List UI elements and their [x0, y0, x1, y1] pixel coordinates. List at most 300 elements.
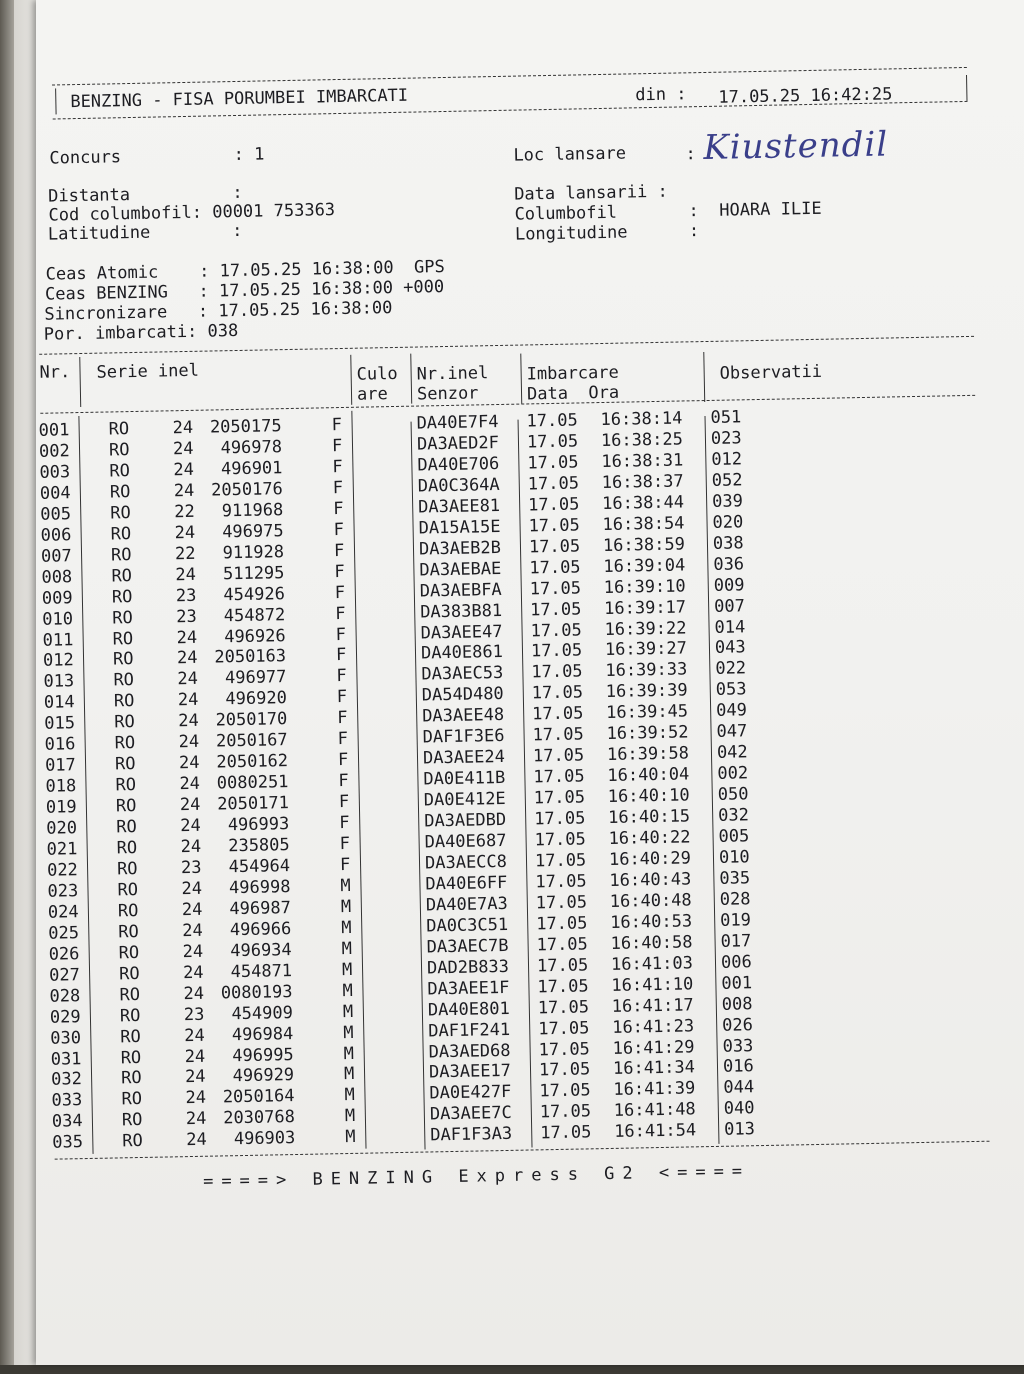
- col-sep-senzor: [520, 354, 522, 404]
- cell-sex: M: [342, 980, 353, 1001]
- cell-date: 17.05: [536, 955, 589, 977]
- cell-country: RO: [109, 481, 131, 503]
- cell-country: RO: [117, 900, 139, 922]
- cell-ring: 496920: [225, 688, 288, 710]
- cell-country: RO: [110, 502, 131, 524]
- cell-time: 16:38:14: [600, 408, 683, 431]
- cell-sex: M: [341, 917, 352, 938]
- cell-ring: 2050175: [209, 416, 282, 438]
- cell-sex: F: [332, 456, 343, 478]
- cell-date: 17.05: [527, 494, 580, 516]
- cell-date: 17.05: [531, 661, 583, 683]
- cell-sex: F: [335, 624, 347, 645]
- cell-sex: F: [331, 435, 343, 457]
- cell-nr: 018: [45, 776, 77, 797]
- cell-time: 16:41:48: [613, 1099, 696, 1122]
- cell-date: 17.05: [539, 1080, 591, 1102]
- cell-observatii: 002: [717, 763, 749, 784]
- cell-year: 22: [174, 543, 196, 564]
- cell-nr: 029: [49, 1006, 81, 1028]
- cell-country: RO: [115, 796, 137, 817]
- cell-time: 16:38:44: [601, 492, 685, 514]
- cell-time: 16:41:54: [614, 1120, 697, 1143]
- cell-ring: 2050167: [215, 730, 288, 752]
- cell-ring: 496903: [233, 1128, 296, 1150]
- cell-country: RO: [117, 879, 139, 901]
- cell-sex: F: [332, 477, 344, 499]
- cell-time: 16:39:10: [603, 576, 686, 598]
- cell-sex: M: [343, 1022, 354, 1043]
- cell-date: 17.05: [528, 515, 580, 537]
- cell-senzor: DA0C364A: [417, 474, 500, 497]
- cell-country: RO: [120, 1047, 142, 1068]
- cell-sex: M: [341, 959, 353, 980]
- cell-ring: 496984: [231, 1023, 294, 1045]
- cell-ring: 496995: [232, 1044, 294, 1066]
- cell-observatii: 033: [722, 1035, 754, 1057]
- cell-senzor: DAD2B833: [426, 956, 510, 979]
- cell-country: RO: [115, 775, 137, 796]
- cell-nr: 003: [39, 462, 71, 483]
- din-label: din :: [635, 84, 687, 106]
- cell-date: 17.05: [530, 640, 583, 662]
- cell-country: RO: [120, 1068, 142, 1089]
- cell-date: 17.05: [538, 1038, 591, 1060]
- cell-nr: 027: [48, 964, 81, 986]
- cell-year: 24: [183, 983, 205, 1004]
- cell-senzor: DA3AED2F: [416, 432, 500, 455]
- data-lansarii-line: Data lansarii :: [514, 181, 668, 205]
- cell-sex: F: [333, 498, 344, 519]
- header-right-bar: [966, 75, 967, 101]
- footer-brand: ====> BENZING Express G2 <====: [202, 1161, 751, 1192]
- cell-date: 17.05: [540, 1122, 592, 1144]
- cell-year: 24: [184, 1067, 206, 1088]
- cell-nr: 024: [47, 901, 79, 923]
- cell-observatii: 019: [720, 910, 752, 931]
- cell-ring: 454871: [230, 960, 293, 982]
- cell-nr: 032: [50, 1069, 83, 1091]
- col-sep-culoare: [410, 354, 412, 404]
- cell-year: 24: [185, 1109, 207, 1130]
- cell-observatii: 040: [723, 1098, 755, 1120]
- cell-year: 24: [178, 711, 199, 732]
- cell-date: 17.05: [529, 557, 581, 579]
- cell-ring: 496998: [228, 876, 291, 899]
- cell-country: RO: [118, 942, 140, 964]
- cell-nr: 009: [41, 587, 73, 609]
- cell-observatii: 020: [712, 512, 744, 533]
- cell-ring: 496966: [229, 918, 292, 941]
- cell-year: 24: [182, 962, 204, 983]
- cell-senzor: DA3AED68: [428, 1040, 511, 1062]
- cell-date: 17.05: [537, 996, 590, 1018]
- cell-country: RO: [108, 440, 130, 461]
- cell-date: 17.05: [527, 473, 580, 495]
- cell-sex: F: [333, 540, 345, 561]
- cell-observatii: 001: [721, 972, 753, 994]
- cell-senzor: DA40E861: [420, 642, 504, 664]
- cell-sex: F: [338, 792, 350, 813]
- loc-lansare-handwritten: Kiustendil: [702, 124, 889, 169]
- cell-year: 24: [179, 773, 201, 795]
- cell-country: RO: [114, 733, 136, 754]
- concurs-line: Concurs : 1: [49, 144, 265, 169]
- cell-nr: 020: [46, 818, 78, 839]
- cell-country: RO: [116, 838, 138, 859]
- cell-observatii: 049: [715, 700, 748, 722]
- cell-observatii: 042: [716, 742, 748, 764]
- cell-sex: F: [339, 854, 351, 876]
- cell-nr: 007: [40, 545, 72, 567]
- cell-year: 23: [175, 585, 197, 606]
- cell-time: 16:41:29: [612, 1036, 695, 1059]
- cell-observatii: 051: [710, 407, 742, 428]
- cell-country: RO: [112, 649, 134, 670]
- cell-senzor: DA3AEE81: [418, 495, 501, 518]
- cell-senzor: DA3AEE47: [420, 621, 503, 644]
- por-imbarcati-line: Por. imbarcati: 038: [43, 320, 239, 345]
- cell-date: 17.05: [536, 913, 588, 935]
- cell-country: RO: [121, 1089, 143, 1110]
- cell-observatii: 009: [713, 574, 745, 596]
- cell-country: RO: [112, 628, 134, 649]
- cell-year: 24: [177, 669, 199, 690]
- cell-senzor: DA0C3C51: [426, 914, 509, 937]
- cell-country: RO: [110, 544, 132, 566]
- cell-year: 24: [176, 648, 198, 669]
- cell-date: 17.05: [538, 1017, 590, 1039]
- cell-date: 17.05: [532, 745, 585, 767]
- cell-observatii: 043: [714, 637, 746, 659]
- cell-time: 16:40:10: [607, 785, 690, 808]
- cell-nr: 008: [41, 566, 73, 588]
- cell-date: 17.05: [528, 536, 581, 558]
- cell-country: RO: [110, 523, 132, 545]
- cell-ring: 511295: [222, 562, 285, 584]
- cell-date: 17.05: [526, 410, 578, 432]
- cell-year: 24: [184, 1025, 205, 1046]
- cell-year: 24: [185, 1088, 207, 1109]
- cell-year: 24: [177, 690, 199, 711]
- cell-sex: F: [331, 415, 343, 436]
- col-sep-imbarcare: [703, 352, 705, 402]
- cell-time: 16:39:39: [605, 680, 688, 703]
- cell-sex: F: [338, 771, 349, 792]
- cell-senzor: DA3AEE24: [422, 747, 506, 769]
- distanta-line: Distanta :: [47, 182, 243, 207]
- cell-nr: 023: [47, 881, 79, 902]
- cell-ring: 235805: [228, 835, 290, 857]
- cell-time: 16:39:17: [603, 596, 687, 619]
- cell-year: 24: [172, 417, 194, 439]
- cell-ring: 911968: [221, 499, 284, 522]
- cell-date: 17.05: [534, 808, 586, 830]
- cell-senzor: DA40E706: [417, 453, 500, 476]
- cell-time: 16:41:34: [612, 1057, 696, 1080]
- cell-country: RO: [116, 858, 138, 880]
- cell-nr: 022: [46, 860, 79, 881]
- cell-sex: F: [336, 666, 347, 687]
- cell-country: RO: [114, 712, 135, 733]
- col-imbarcare-header-2: Data Ora: [526, 382, 620, 405]
- cell-observatii: 006: [720, 951, 752, 973]
- cell-senzor: DA3AEBFA: [419, 579, 502, 602]
- cell-nr: 021: [46, 839, 78, 860]
- cell-date: 17.05: [533, 787, 586, 809]
- cell-senzor: DA3AEB2B: [418, 537, 502, 560]
- cell-country: RO: [121, 1110, 143, 1131]
- cell-time: 16:40:58: [610, 932, 693, 954]
- header-left-bar: [55, 88, 56, 114]
- cell-nr: 034: [51, 1111, 83, 1133]
- cell-sex: M: [344, 1106, 356, 1127]
- cell-ring: 454926: [223, 583, 286, 605]
- cell-sex: F: [339, 833, 351, 855]
- cell-time: 16:39:33: [605, 659, 688, 682]
- cell-senzor: DA3AEE48: [422, 705, 505, 727]
- cell-ring: 2050163: [214, 646, 287, 668]
- cell-time: 16:38:59: [602, 534, 686, 556]
- cell-date: 17.05: [527, 452, 579, 474]
- cell-sex: M: [342, 1001, 354, 1022]
- cell-observatii: 036: [713, 553, 745, 575]
- cell-sex: F: [337, 729, 349, 750]
- cell-country: RO: [116, 817, 137, 838]
- cell-ring: 496978: [220, 437, 283, 459]
- cell-nr: 019: [45, 797, 77, 818]
- cell-country: RO: [114, 754, 136, 775]
- cell-senzor: DA15A15E: [418, 516, 501, 539]
- cell-year: 24: [175, 564, 197, 585]
- cell-date: 17.05: [534, 850, 587, 872]
- cell-nr: 025: [48, 922, 80, 944]
- cell-ring: 496926: [224, 625, 286, 647]
- cell-sex: F: [334, 582, 346, 603]
- cell-senzor: DA3AEBAE: [419, 558, 502, 581]
- cell-ring: 2050170: [215, 709, 288, 731]
- cell-sex: M: [341, 938, 353, 959]
- latitudine-line: Latitudine :: [47, 220, 243, 245]
- cell-nr: 033: [51, 1090, 83, 1112]
- cell-nr: 011: [42, 629, 74, 651]
- cell-year: 24: [178, 732, 200, 753]
- cell-ring: 496901: [220, 458, 283, 480]
- cell-ring: 454909: [231, 1002, 294, 1024]
- col-nr-header: Nr.: [39, 362, 71, 383]
- cell-ring: 2050162: [216, 751, 289, 773]
- cell-nr: 010: [42, 608, 74, 630]
- cell-senzor: DA383B81: [420, 600, 503, 623]
- cell-year: 22: [174, 501, 195, 523]
- cell-sex: F: [337, 708, 348, 729]
- cell-observatii: 008: [721, 993, 753, 1015]
- cell-senzor: DA3AEE7C: [429, 1103, 512, 1125]
- cell-senzor: DAF1F3A3: [430, 1124, 513, 1146]
- cell-senzor: DA40E7A3: [425, 893, 508, 916]
- cell-ring: 2050176: [210, 478, 284, 501]
- cell-nr: 014: [43, 692, 75, 714]
- cell-nr: 028: [49, 985, 81, 1007]
- cell-country: RO: [120, 1026, 141, 1047]
- cell-ring: 911928: [222, 541, 285, 564]
- cell-ring: 2030768: [223, 1107, 296, 1129]
- cell-country: RO: [113, 691, 135, 712]
- cell-senzor: DAF1F241: [428, 1019, 511, 1042]
- cell-time: 16:41:03: [610, 953, 694, 975]
- cell-time: 16:39:27: [604, 638, 688, 661]
- longitudine-line: Longitudine :: [514, 221, 700, 245]
- cell-year: 23: [183, 1004, 205, 1025]
- cell-observatii: 012: [711, 449, 743, 470]
- cell-year: 23: [176, 606, 197, 627]
- cell-date: 17.05: [533, 766, 585, 788]
- cell-time: 16:40:43: [609, 869, 692, 891]
- cell-time: 16:38:37: [601, 471, 684, 493]
- cell-senzor: DAF1F3E6: [422, 726, 505, 748]
- cell-nr: 031: [50, 1048, 82, 1070]
- cell-country: RO: [111, 586, 133, 608]
- cod-columbofil-line: Cod columbofil: 00001 753363: [48, 200, 336, 226]
- cell-time: 16:40:29: [608, 848, 692, 870]
- cell-ring: 496929: [232, 1065, 295, 1087]
- cell-date: 17.05: [529, 578, 582, 600]
- col-sep-nr: [79, 357, 81, 407]
- cell-nr: 026: [48, 943, 80, 965]
- cell-date: 17.05: [530, 619, 582, 641]
- cell-country: RO: [122, 1131, 144, 1152]
- cell-date: 17.05: [530, 598, 582, 620]
- cell-observatii: 032: [717, 805, 750, 826]
- cell-senzor: DA0E427F: [429, 1082, 512, 1104]
- cell-time: 16:41:23: [612, 1015, 695, 1038]
- loc-lansare-colon: :: [685, 144, 696, 165]
- cell-country: RO: [111, 565, 133, 587]
- cell-year: 24: [176, 627, 198, 648]
- cell-sex: M: [343, 1064, 355, 1085]
- cell-ring: 454872: [223, 604, 286, 626]
- cell-date: 17.05: [526, 431, 579, 453]
- cell-sex: F: [336, 687, 348, 708]
- cell-senzor: DA40E687: [424, 830, 507, 853]
- cell-nr: 004: [39, 483, 71, 504]
- cell-year: 24: [181, 899, 203, 921]
- cell-time: 16:40:22: [608, 827, 691, 849]
- cell-observatii: 005: [718, 826, 750, 847]
- cell-ring: 496975: [222, 520, 284, 543]
- ceas-benzing-line: Ceas BENZING : 17.05.25 16:38:00 +000: [44, 277, 445, 305]
- cell-country: RO: [119, 984, 141, 1006]
- cell-observatii: 022: [715, 658, 747, 680]
- cell-time: 16:40:04: [607, 764, 690, 787]
- col-serie-header: Serie inel: [96, 360, 200, 383]
- cell-date: 17.05: [535, 871, 587, 893]
- cell-year: 23: [180, 857, 202, 879]
- cell-senzor: DA40E801: [427, 998, 510, 1021]
- cell-senzor: DA40E7F4: [416, 411, 499, 434]
- cell-nr: 030: [50, 1027, 82, 1049]
- cell-sex: M: [344, 1085, 355, 1106]
- cell-date: 17.05: [531, 682, 584, 704]
- sincronizare-line: Sincronizare : 17.05.25 16:38:00: [44, 298, 393, 325]
- cell-sex: F: [334, 561, 345, 582]
- cell-nr: 012: [42, 650, 74, 672]
- cell-date: 17.05: [536, 934, 589, 956]
- cell-time: 16:38:54: [602, 513, 685, 535]
- cell-time: 16:39:45: [606, 701, 689, 724]
- document-title: BENZING - FISA PORUMBEI IMBARCATI: [70, 85, 409, 113]
- cell-observatii: 039: [711, 491, 744, 512]
- cell-observatii: 023: [710, 428, 742, 449]
- columbofil-line: Columbofil : HOARA ILIE: [514, 198, 822, 225]
- cell-year: 24: [173, 480, 195, 502]
- cell-time: 16:38:25: [600, 429, 684, 451]
- cell-observatii: 047: [716, 721, 748, 743]
- cell-senzor: DA3AEC53: [421, 663, 504, 685]
- cell-observatii: 035: [719, 868, 751, 889]
- cell-country: RO: [112, 607, 133, 628]
- cell-senzor: DA3AEC7B: [426, 935, 509, 958]
- cell-time: 16:38:31: [601, 450, 684, 472]
- cell-ring: 496987: [229, 897, 292, 920]
- cell-observatii: 017: [720, 930, 752, 952]
- cell-time: 16:39:52: [606, 722, 689, 745]
- cell-observatii: 026: [722, 1014, 754, 1036]
- cell-date: 17.05: [534, 829, 586, 851]
- cell-country: RO: [108, 419, 130, 440]
- cell-country: RO: [113, 670, 135, 691]
- cell-time: 16:40:48: [609, 890, 692, 912]
- cell-year: 24: [182, 941, 204, 962]
- cell-nr: 013: [43, 671, 75, 693]
- cell-senzor: DA3AEE17: [428, 1061, 512, 1083]
- cell-sex: M: [340, 875, 351, 897]
- cell-time: 16:40:53: [610, 911, 693, 933]
- cell-sex: M: [345, 1127, 356, 1148]
- cell-country: RO: [118, 963, 140, 985]
- cell-observatii: 028: [719, 889, 751, 910]
- col-imbarcare-header-1: Imbarcare: [526, 362, 619, 385]
- col-sep-serie: [350, 355, 352, 405]
- col-culoare-header-1: Culo: [356, 363, 398, 385]
- cell-nr: 016: [44, 734, 76, 756]
- loc-lansare-label: Loc lansare: [513, 143, 627, 166]
- cell-observatii: 038: [712, 533, 744, 554]
- cell-sex: M: [340, 896, 352, 917]
- cell-time: 16:39:58: [606, 743, 690, 766]
- cell-time: 16:39:04: [603, 555, 686, 577]
- cell-ring: 0080251: [216, 772, 289, 794]
- cell-nr: 035: [52, 1132, 84, 1153]
- cell-year: 24: [172, 438, 194, 460]
- cell-date: 17.05: [535, 892, 588, 914]
- cell-year: 24: [179, 794, 201, 816]
- header-top-rule: [52, 67, 967, 86]
- cell-observatii: 014: [714, 616, 746, 638]
- cell-sex: M: [343, 1043, 355, 1064]
- cell-ring: 2050164: [222, 1086, 295, 1108]
- cell-observatii: 016: [722, 1056, 754, 1078]
- cell-year: 24: [181, 878, 203, 900]
- cell-date: 17.05: [538, 1059, 591, 1081]
- cell-ring: 496977: [224, 667, 287, 689]
- cell-senzor: DA0E411B: [423, 768, 506, 790]
- cell-year: 24: [178, 752, 200, 774]
- cell-time: 16:39:22: [604, 617, 687, 640]
- cell-senzor: DA40E6FF: [425, 872, 508, 895]
- cell-year: 24: [184, 1046, 206, 1067]
- col-culoare-header-2: are: [356, 384, 388, 405]
